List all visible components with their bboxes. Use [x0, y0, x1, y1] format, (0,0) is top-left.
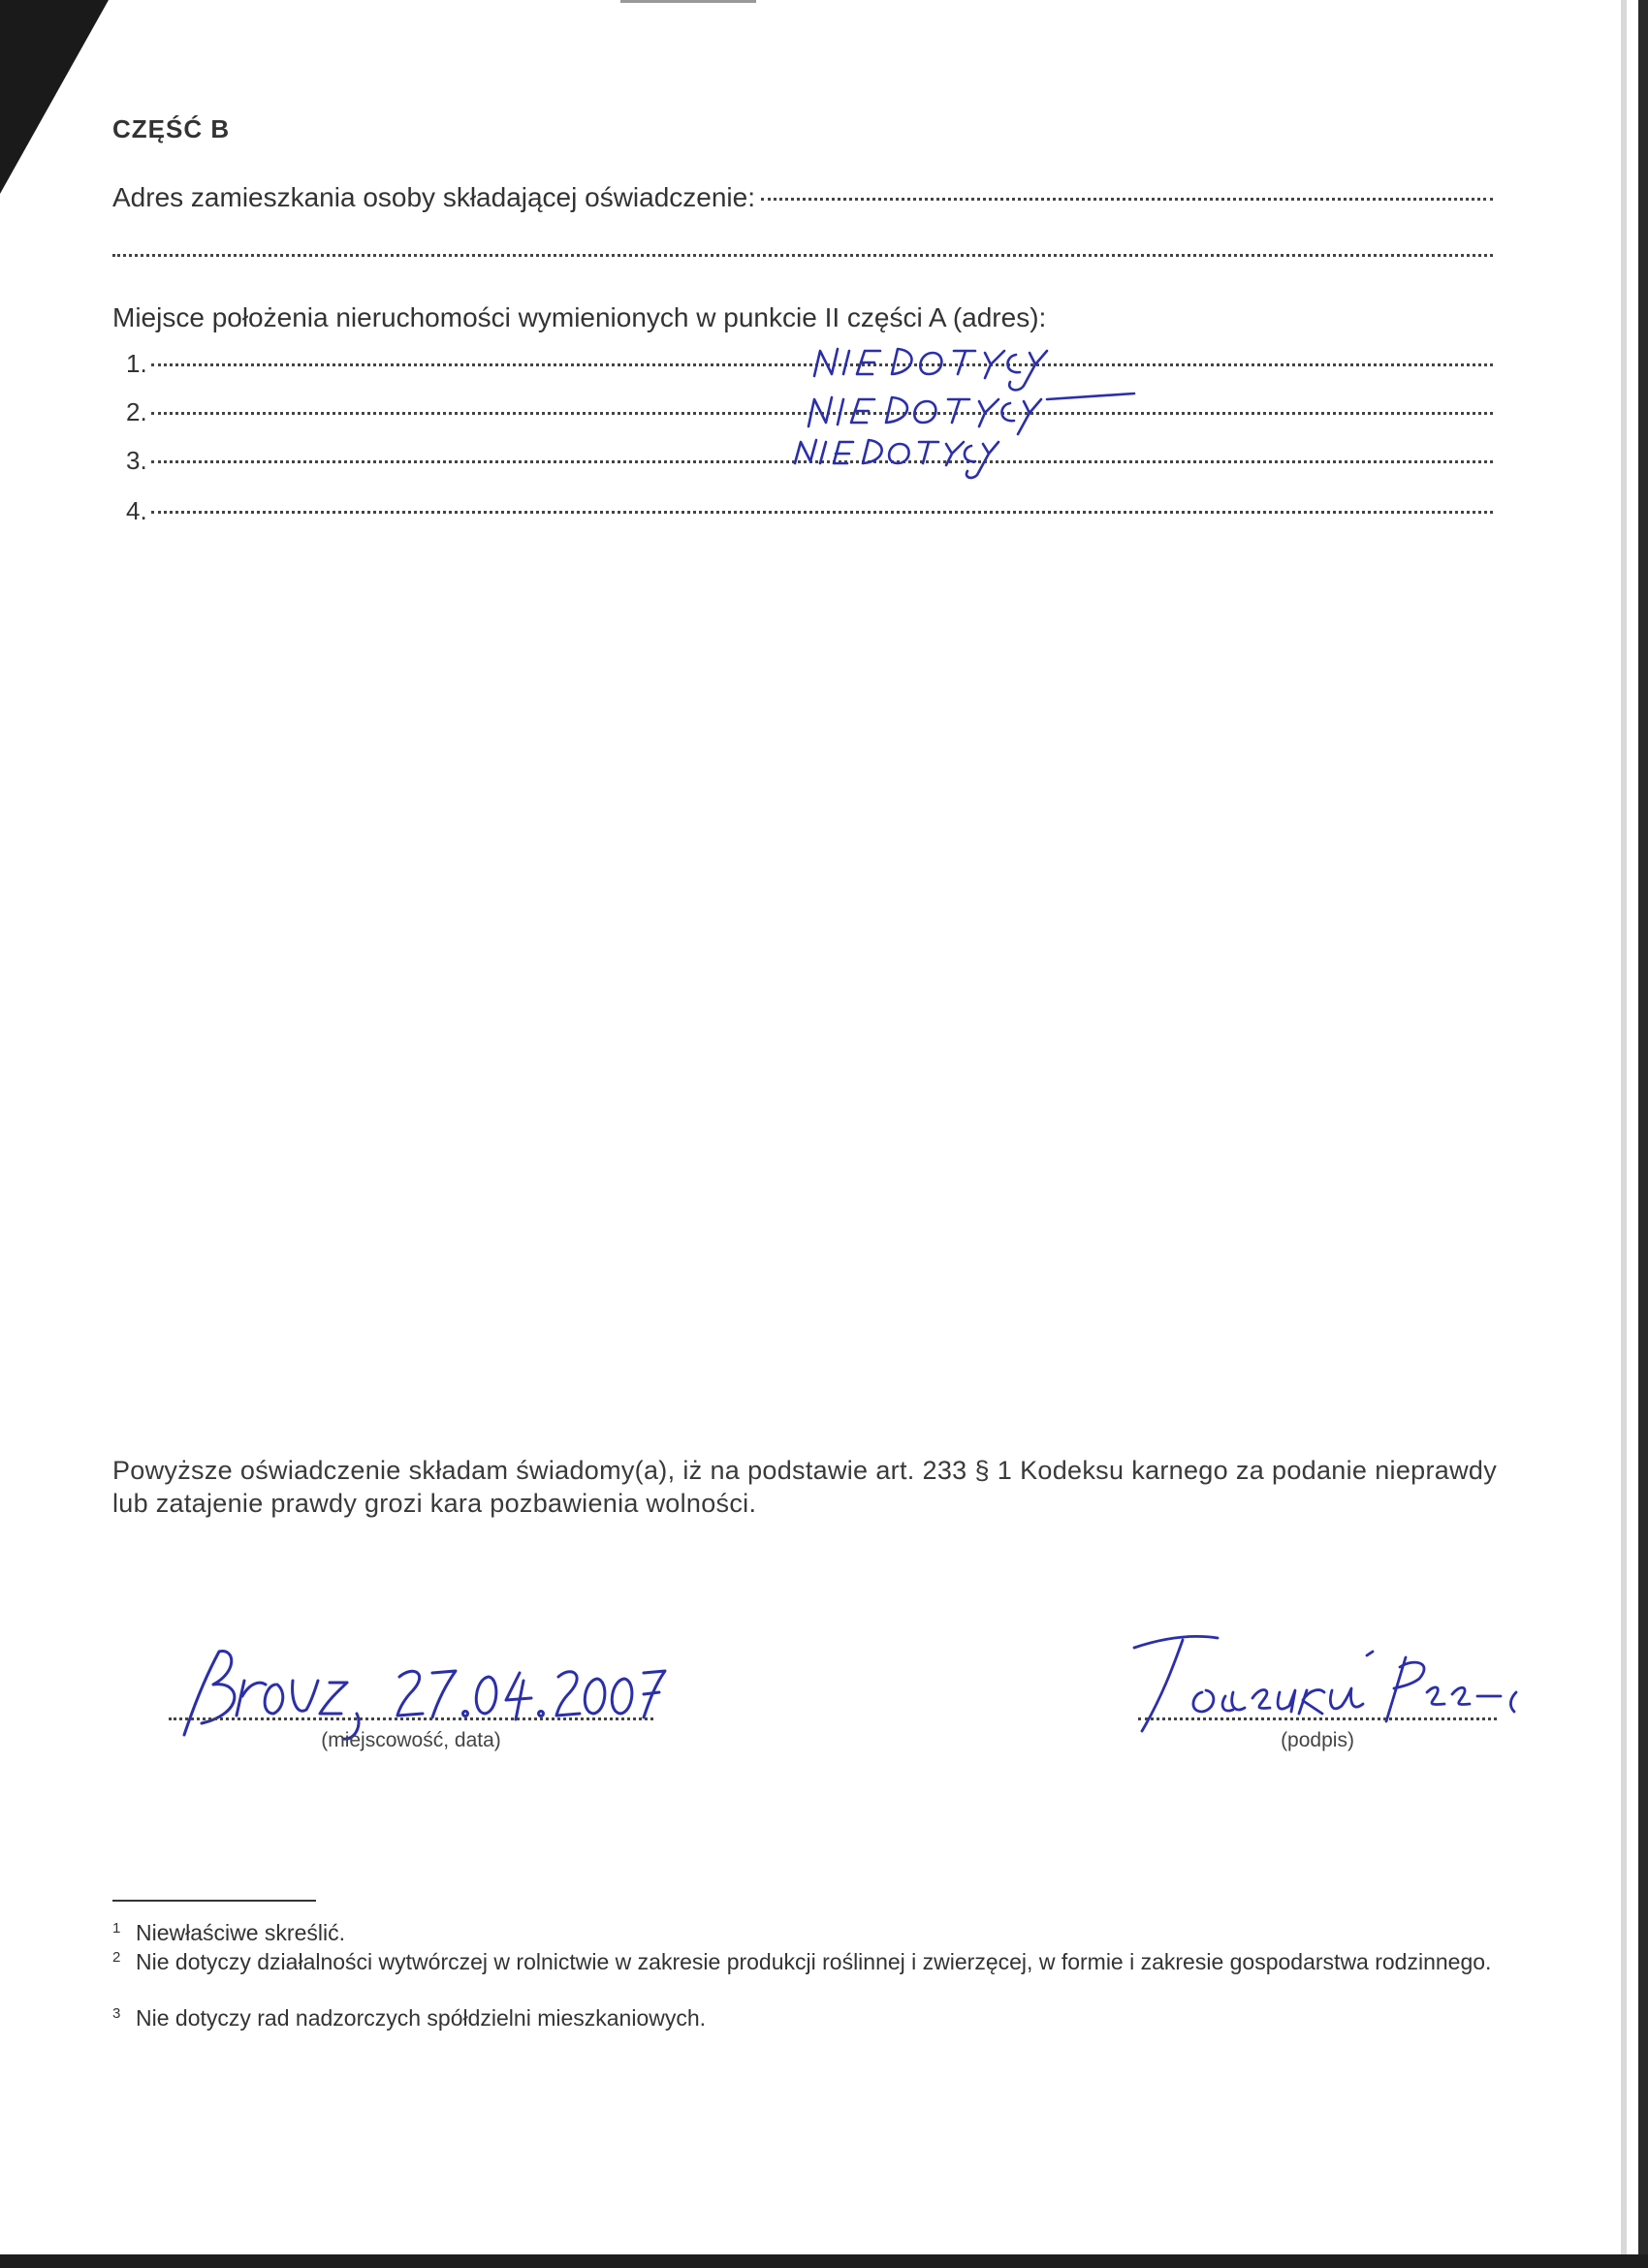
handwritten-signature	[1125, 1628, 1532, 1745]
footnote-separator	[112, 1900, 316, 1902]
footnote-text: Niewłaściwe skreślić.	[136, 1920, 345, 1945]
residence-address-field-continued[interactable]	[112, 254, 1493, 257]
property-address-field-2[interactable]	[151, 412, 1493, 415]
property-row-2	[126, 397, 1493, 427]
place-date-field[interactable]	[169, 1717, 653, 1720]
footnote-mark: 2	[112, 1949, 121, 1966]
footnote-mark: 3	[112, 2005, 121, 2022]
residence-address-line	[112, 182, 1493, 213]
property-row-number: 4.	[126, 496, 147, 525]
property-location-heading: Miejsce położenia nieruchomości wymienionych w punkcie II części A (adres):	[112, 302, 1047, 332]
property-row-3	[126, 446, 1493, 476]
property-address-field-3[interactable]	[151, 460, 1493, 463]
property-row-number: 1.	[126, 349, 147, 378]
footnote-1	[112, 1919, 1508, 1946]
legal-statement: Powyższe oświadczenie składam świadomy(a), iż na podstawie art. 233 § 1 Kodeksu karnego za podanie nieprawdy lub zatajenie prawdy grozi kara pozbawienia wolności.	[112, 1456, 1497, 1518]
footnote-3	[112, 2004, 1508, 2032]
property-address-field-4[interactable]	[151, 511, 1493, 514]
footnote-text: Nie dotyczy działalności wytwórczej w rolnictwie w zakresie produkcji roślinnej i zwierzęcej, w formie i zakresie gospodarstwa rodzinnego.	[136, 1949, 1492, 1974]
residence-address-label: Adres zamieszkania osoby składającej oświadczenie:	[112, 182, 756, 212]
place-date-caption: (miejscowość, data)	[321, 1729, 501, 1751]
footnote-2	[112, 1948, 1508, 1975]
signature-caption: (podpis)	[1281, 1729, 1354, 1751]
signature-field[interactable]	[1138, 1717, 1497, 1720]
footnote-text: Nie dotyczy rad nadzorczych spółdzielni mieszkaniowych.	[136, 2005, 707, 2031]
property-row-number: 3.	[126, 446, 147, 475]
residence-address-field[interactable]	[761, 198, 1493, 201]
property-row-1	[126, 349, 1493, 379]
property-row-number: 2.	[126, 397, 147, 426]
property-address-field-1[interactable]	[151, 363, 1493, 366]
footnote-mark: 1	[112, 1920, 121, 1937]
property-row-4	[126, 496, 1493, 526]
section-title: CZĘŚĆ B	[112, 114, 231, 143]
